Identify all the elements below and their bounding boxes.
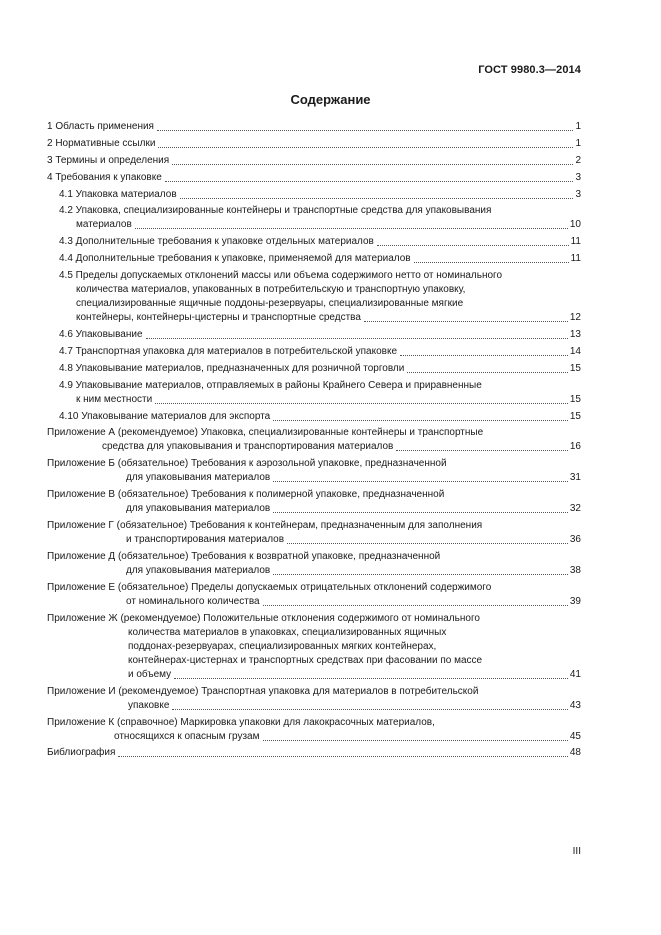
toc-page-number: 1 (575, 137, 581, 149)
dot-leader (273, 480, 568, 482)
toc-entry-title: для упаковывания материалов (126, 565, 271, 577)
toc-entry-text: количества материалов, упакованных в потребительскую и транспортную упаковку, (76, 284, 466, 296)
toc-entry-title: 4.1 Упаковка материалов (59, 188, 177, 200)
toc-entry[interactable] (47, 716, 581, 744)
toc-entry-title: 4.3 Дополнительные требования к упаковке отдельных материалов (59, 236, 374, 248)
toc-entry[interactable] (47, 120, 581, 134)
toc-entry-text: 4.5 Пределы допускаемых отклонений массы или объема содержимого нетто от номинального (59, 270, 503, 282)
toc-entry[interactable] (47, 685, 581, 713)
toc-entry-title: 4.4 Дополнительные требования к упаковке, применяемой для материалов (59, 253, 411, 265)
toc-page-number: 14 (569, 345, 581, 357)
dot-leader (273, 419, 568, 421)
dot-leader (364, 320, 568, 322)
dot-leader (414, 261, 569, 263)
toc-entry-title: упаковке (128, 699, 170, 711)
toc-entry[interactable] (47, 252, 581, 266)
toc-entry[interactable] (47, 188, 581, 202)
dot-leader (273, 573, 568, 575)
dot-leader (287, 542, 568, 544)
toc-page-number: 15 (569, 393, 581, 405)
toc-entry[interactable] (47, 269, 581, 325)
toc-page-number: 15 (569, 410, 581, 422)
toc-page-number: 31 (569, 472, 581, 484)
toc-entry-title: 1 Область применения (47, 121, 154, 132)
toc-entry-title: 4.6 Упаковывание (59, 329, 143, 341)
toc-entry[interactable] (47, 581, 581, 609)
table-of-contents (47, 120, 581, 760)
toc-entry[interactable] (47, 519, 581, 547)
toc-entry-title: материалов (76, 219, 132, 231)
toc-entry[interactable] (47, 171, 581, 185)
toc-page-number: 2 (575, 154, 581, 166)
toc-entry-text: количества материалов в упаковках, специализированных ящичных (128, 626, 447, 638)
dot-leader (174, 677, 568, 679)
toc-page-number: 45 (569, 730, 581, 742)
toc-entry-title: 4.10 Упаковывание материалов для экспорта (59, 410, 271, 422)
toc-entry-title: и транспортирования материалов (126, 534, 285, 546)
toc-entry-title: средства для упаковывания и транспортирования материалов (102, 441, 394, 453)
toc-entry-text: Приложение Е (обязательное) Пределы допускаемых отрицательных отклонений содержимого (47, 581, 492, 593)
dot-leader (135, 227, 568, 229)
toc-entry-text: 4.9 Упаковывание материалов, отправляемых в районы Крайнего Севера и приравненные (59, 379, 482, 391)
dot-leader (273, 511, 568, 513)
dot-leader (146, 337, 568, 339)
page-title: Содержание (290, 92, 371, 107)
toc-page-number: 3 (575, 171, 581, 183)
toc-page-number: 11 (570, 236, 581, 248)
toc-page-number: 1 (575, 121, 581, 132)
dot-leader (172, 708, 567, 710)
dot-leader (407, 371, 568, 373)
toc-page-number: 15 (569, 362, 581, 374)
toc-entry[interactable] (47, 488, 581, 516)
toc-entry[interactable] (47, 235, 581, 249)
toc-entry-title: для упаковывания материалов (126, 472, 271, 484)
toc-entry[interactable] (47, 362, 581, 376)
dot-leader (157, 129, 573, 131)
page-number: III (572, 846, 581, 857)
toc-entry-title: 4.8 Упаковывание материалов, предназначенных для розничной торговли (59, 362, 405, 374)
toc-entry-title: относящихся к опасным грузам (114, 730, 260, 742)
dot-leader (263, 739, 568, 741)
toc-page-number: 13 (569, 329, 581, 341)
toc-entry-title: к ним местности (76, 393, 153, 405)
toc-page-number: 48 (569, 747, 581, 759)
toc-entry-title: и объему (128, 668, 172, 680)
toc-entry[interactable] (47, 328, 581, 342)
toc-page-number: 16 (569, 441, 581, 453)
toc-entry[interactable] (47, 612, 581, 682)
toc-entry-text: Приложение В (обязательное) Требования к полимерной упаковке, предназначенной (47, 489, 445, 501)
toc-page-number: 11 (570, 253, 581, 265)
toc-entry-text: Приложение А (рекомендуемое) Упаковка, специализированные контейнеры и транспортные (47, 427, 484, 439)
toc-page-number: 10 (569, 219, 581, 231)
toc-entry-title: 4 Требования к упаковке (47, 171, 162, 183)
toc-entry[interactable] (47, 550, 581, 578)
toc-entry[interactable] (47, 137, 581, 151)
toc-entry[interactable] (47, 746, 581, 760)
toc-entry-text: поддонах-резервуарах, специализированных мягких контейнерах, (128, 640, 437, 652)
toc-entry[interactable] (47, 426, 581, 454)
toc-page-number: 12 (569, 312, 581, 324)
dot-leader (396, 449, 568, 451)
standard-code: ГОСТ 9980.3—2014 (478, 64, 581, 76)
toc-page-number: 36 (569, 534, 581, 546)
toc-entry[interactable] (47, 204, 581, 232)
toc-entry-title: от номинального количества (126, 595, 260, 607)
toc-page-number: 3 (575, 188, 581, 200)
toc-page-number: 43 (569, 699, 581, 711)
toc-entry-text: 4.2 Упаковка, специализированные контейнеры и транспортные средства для упаковывания (59, 205, 492, 217)
toc-entry-text: Приложение И (рекомендуемое) Транспортная упаковка для материалов в потребительской (47, 685, 479, 697)
toc-entry-text: Приложение Д (обязательное) Требования к возвратной упаковке, предназначенной (47, 551, 441, 563)
toc-entry-text: специализированные ящичные поддоны-резервуары, специализированные мягкие (76, 298, 464, 310)
toc-entry-title: 4.7 Транспортная упаковка для материалов в потребительской упаковке (59, 345, 398, 357)
toc-page-number: 41 (569, 668, 581, 680)
toc-entry[interactable] (47, 379, 581, 407)
dot-leader (158, 146, 573, 148)
dot-leader (180, 197, 574, 199)
dot-leader (118, 755, 567, 757)
toc-entry-text: Приложение К (справочное) Маркировка упаковки для лакокрасочных материалов, (47, 716, 435, 728)
toc-entry-title: Библиография (47, 747, 116, 759)
toc-entry-title: 3 Термины и определения (47, 154, 170, 166)
toc-entry-title: 2 Нормативные ссылки (47, 137, 156, 149)
toc-entry[interactable] (47, 154, 581, 168)
toc-entry-text: Приложение Б (обязательное) Требования к аэрозольной упаковке, предназначенной (47, 458, 447, 470)
toc-entry-text: Приложение Ж (рекомендуемое) Положительные отклонения содержимого от номинального (47, 612, 480, 624)
toc-entry[interactable] (47, 410, 581, 424)
dot-leader (377, 244, 569, 246)
toc-page-number: 32 (569, 503, 581, 515)
toc-page-number: 39 (569, 595, 581, 607)
dot-leader (155, 402, 568, 404)
dot-leader (165, 180, 574, 182)
dot-leader (400, 354, 568, 356)
toc-entry-text: контейнерах-цистернах и транспортных средствах при фасовании по массе (128, 654, 483, 666)
toc-entry-title: для упаковывания материалов (126, 503, 271, 515)
toc-entry[interactable] (47, 457, 581, 485)
dot-leader (263, 604, 568, 606)
toc-entry[interactable] (47, 345, 581, 359)
dot-leader (172, 163, 573, 165)
toc-entry-title: контейнеры, контейнеры-цистерны и транспортные средства (76, 312, 361, 324)
toc-entry-text: Приложение Г (обязательное) Требования к контейнерам, предназначенным для заполнения (47, 520, 483, 532)
toc-page-number: 38 (569, 565, 581, 577)
